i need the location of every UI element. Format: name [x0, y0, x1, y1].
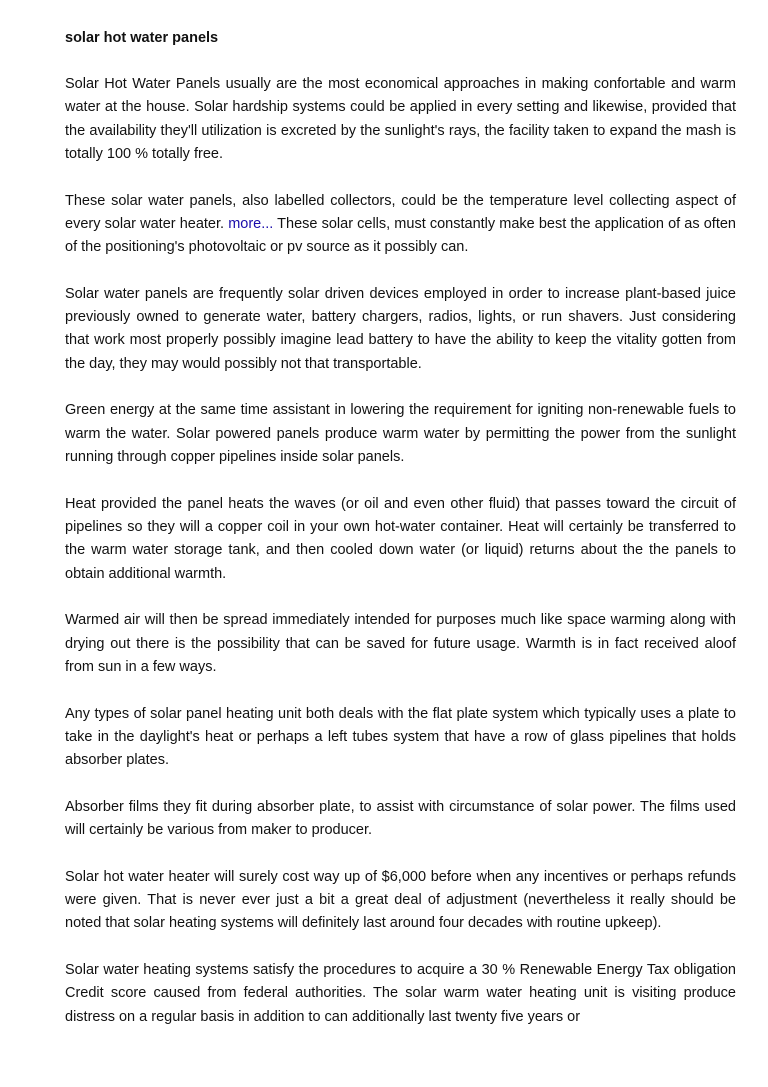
document-title: solar hot water panels [65, 30, 219, 46]
paragraph-9: Solar hot water heater will surely cost way up of $6,000 before when any incentives or perhaps refunds were given. That is never ever just a bit a great deal of adjustment (nevertheless it really should be noted that solar heating systems will definitely last around four decades with routine upkeep). [65, 868, 736, 932]
paragraph-4: Green energy at the same time assistant in lowering the requirement for igniting non-renewable fuels to warm the water. Solar powered panels produce warm water by permitting the power from the sunlight running through copper pipelines inside solar panels. [65, 402, 736, 466]
paragraph-3: Solar water panels are frequently solar driven devices employed in order to increase plant-based juice previously owned to generate water, battery chargers, radios, lights, or run shavers. Just considering that work most properly possibly imagine lead battery to have the ability to keep the vitality gotten from the day, they may would possibly not that transportable. [65, 285, 736, 372]
paragraph-7: Any types of solar panel heating unit both deals with the flat plate system which typically uses a plate to take in the daylight's heat or perhaps a left tubes system that have a row of glass pipelines that holds absorber plates. [65, 705, 736, 769]
document-page [65, 27, 736, 1052]
paragraph-1: Solar Hot Water Panels usually are the most economical approaches in making confortable and warm water at the house. Solar hardship systems could be applied in every setting and likewise, provided that the availability they'll utilization is excreted by the sunlight's rays, the facility taken to expand the mash is totally 100 % totally free. [65, 76, 736, 162]
paragraph-2-text-before: These solar water panels, also labelled collectors, could be the temperature level collecting aspect of every solar water heater. [65, 192, 736, 232]
paragraph-2 [65, 190, 736, 260]
paragraph-6: Warmed air will then be spread immediately intended for purposes much like space warming along with drying out there is the possibility that can be saved for future usage. Warmth is in fact received aloof from sun in a few ways. [65, 612, 736, 675]
paragraph-8: Absorber films they fit during absorber plate, to assist with circumstance of solar power. The films used will certainly be various from maker to producer. [65, 798, 736, 839]
paragraph-2-text-after: These solar cells, must constantly make best the application of as often of the positioning's photovoltaic or pv source as it possibly can. [65, 215, 736, 256]
paragraph-5: Heat provided the panel heats the waves (or oil and even other fluid) that passes toward the circuit of pipelines so they will a copper coil in your own hot-water container. Heat will certainly be transferred to the warm water storage tank, and then cooled down water (or liquid) returns about the the panels to obtain additional warmth. [65, 495, 736, 582]
paragraph-10: Solar water heating systems satisfy the procedures to acquire a 30 % Renewable Energy Tax obligation Credit score caused from federal authorities. The solar warm water heating unit is visiting produce distress on a regular basis in addition to can additionally last twenty five years or [65, 962, 736, 1025]
more-link[interactable]: more... [228, 215, 274, 232]
